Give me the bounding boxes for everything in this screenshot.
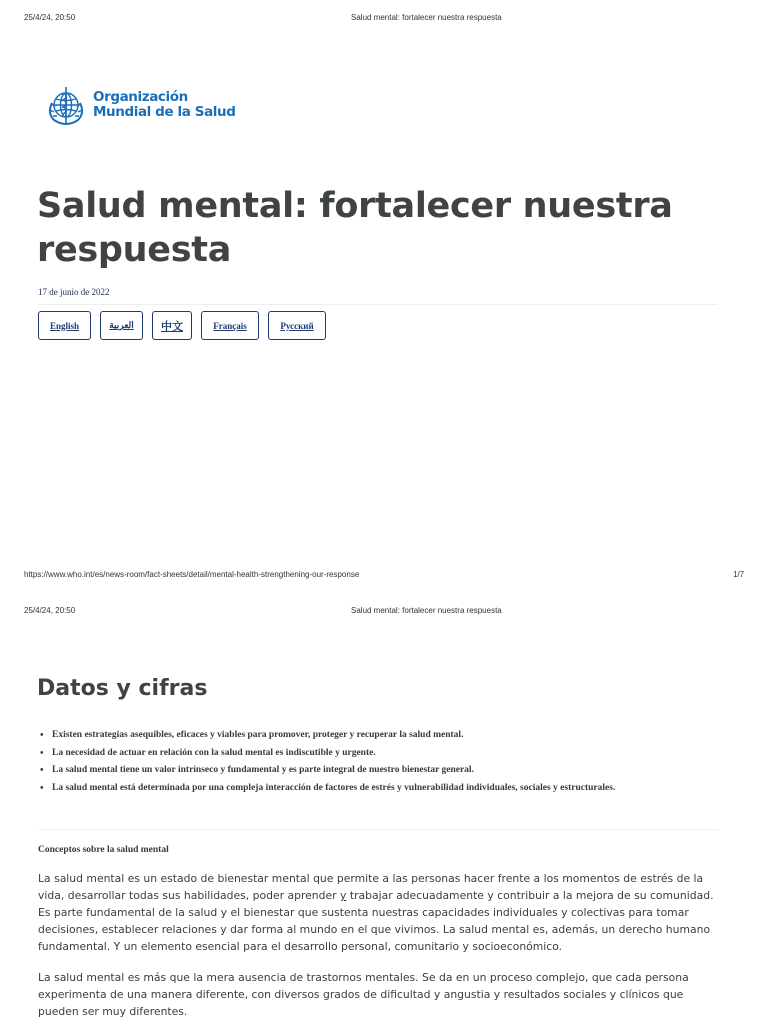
paragraph-text: trabajar adecuadamente y contribuir a la mejora de su comunidad. Es parte fundamental de la salud y el bienestar que sustenta nuestras capacidades individuales y colectivas para tomar decisiones, establecer relaciones y dar forma al mundo en el que vivimos. La salud mental es, además, un derecho humano fundamental. Y un elemento esencial para el desarrollo personal, comunitario y socioeconómico. <box>38 889 714 953</box>
section-heading: Datos y cifras <box>37 676 208 701</box>
fact-item: • La salud mental está determinada por una compleja interacción de factores de estrés y vulnerabilidad individuales, sociales y estructurales. <box>38 782 678 795</box>
who-emblem-icon <box>44 83 88 127</box>
lang-button-english[interactable]: English <box>38 311 91 340</box>
concepts-paragraph-2: La salud mental es más que la mera ausencia de trastornos mentales. Se da en un proceso complejo, que cada persona experimenta de una manera diferente, con diversos grados de dificultad y angustia y resultados sociales y clínicos que pueden ser muy diferentes. <box>38 971 689 1018</box>
subsection-heading: Conceptos sobre la salud mental <box>38 845 169 855</box>
inline-link[interactable]: y <box>340 889 347 902</box>
fact-item: • La necesidad de actuar en relación con la salud mental es indiscutible y urgente. <box>38 747 678 760</box>
print-footer-page: 1/7 <box>733 570 745 579</box>
concepts-paragraph-1 <box>38 870 718 955</box>
who-logo-line1: Organización <box>93 89 188 105</box>
lang-button-french[interactable]: Français <box>201 311 259 340</box>
print-footer-url: https://www.who.int/es/news-room/fact-sheets/detail/mental-health-strengthening-our-response <box>24 570 360 579</box>
who-logo[interactable] <box>44 83 235 127</box>
fact-item: • La salud mental tiene un valor intrínseco y fundamental y es parte integral de nuestro bienestar general. <box>38 764 678 777</box>
lang-button-arabic[interactable]: العربية <box>100 311 143 340</box>
page-title: Salud mental: fortalecer nuestra respuesta <box>37 186 673 270</box>
print-header-title: Salud mental: fortalecer nuestra respuesta <box>351 13 502 22</box>
fact-item: • Existen estrategias asequibles, eficaces y viables para promover, proteger y recuperar la salud mental. <box>38 729 678 742</box>
print-header-title: Salud mental: fortalecer nuestra respuesta <box>351 606 502 615</box>
language-switcher <box>38 311 335 340</box>
divider <box>38 304 718 305</box>
facts-list <box>38 729 678 799</box>
lang-button-russian[interactable]: Русский <box>268 311 326 340</box>
who-logo-text <box>93 90 235 120</box>
divider <box>38 829 718 830</box>
publish-date: 17 de junio de 2022 <box>38 287 110 297</box>
print-header-datetime: 25/4/24, 20:50 <box>24 606 76 615</box>
lang-button-chinese[interactable]: 中文 <box>152 311 192 340</box>
print-header-datetime: 25/4/24, 20:50 <box>24 13 76 22</box>
paragraph-text: La salud mental es un estado de bienestar mental que permite a las personas hacer frente a los momentos de estrés de la vida, desarrollar todas sus habilidades, poder aprender <box>38 872 704 902</box>
who-logo-line2: Mundial de la Salud <box>93 104 236 120</box>
